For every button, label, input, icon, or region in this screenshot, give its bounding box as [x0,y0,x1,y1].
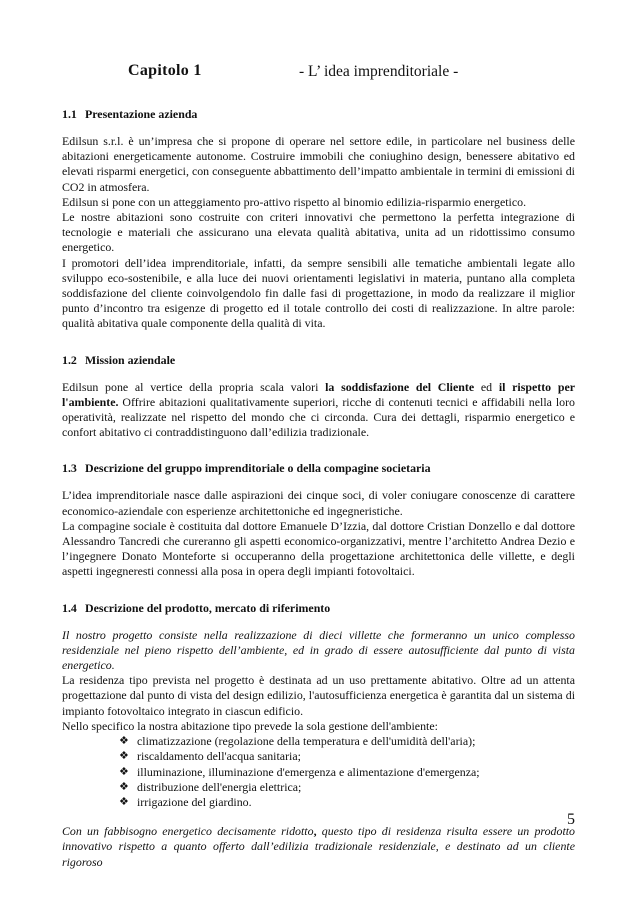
list-item: ❖ illuminazione, illuminazione d'emergenza e alimentazione d'emergenza; [119,764,480,779]
paragraph: Edilsun s.r.l. è un’impresa che si propone di operare nel settore edile, in particolare nel business delle abitazioni energeticamente autonome. Costruire immobili che coniughino design, benessere abitativo ed elevati risparmi energetici, con conseguente abbattimento dell’impatto ambientale in termini di emissioni di CO2 in atmosfera. [62,134,575,194]
page-header [62,62,575,84]
paragraph: L’idea imprenditoriale nasce dalle aspirazioni dei cinque soci, di voler coniugare conoscenze di carattere economico-aziendale con esperienze architettoniche ed ingegneristiche. [62,488,575,518]
diamond-bullet-icon: ❖ [119,750,129,763]
paragraph: Edilsun si pone con un atteggiamento pro-attivo rispetto al binomio edilizia-risparmio energetico. [62,194,527,209]
section-gruppo [62,461,575,579]
paragraph: La residenza tipo prevista nel progetto è destinata ad un uso prettamente abitativo. Oltre ad un attenta progettazione dal punto di vista del design edilizio, l'autosufficienza energetica è garantita dal un sistema di impianto fotovoltaico integrato in ciascun edificio. [62,673,575,718]
section-heading: 1.1 Presentazione azienda [62,107,198,121]
bullet-list [62,734,575,810]
section-heading: 1.3 Descrizione del gruppo imprenditoriale o della compagine societaria [62,461,431,476]
chapter-subtitle: - L’ idea imprenditoriale - [299,63,459,80]
page-number: 5 [567,811,575,828]
paragraph: I promotori dell’idea imprenditoriale, infatti, da sempre sensibili alle tematiche ambientali legate allo sviluppo eco-sostenibile, e alla luce dei nuovi orientamenti legislativi in materia, puntano alla completa soddisfazione del cliente coinvolgendolo fin dalle fasi di progettazione, in modo da realizzare il miglior punto d’incontro tra esigenze di progetto ed il totale controllo dei costi di realizzazione. In altre parole: qualità abitativa quale componente della qualità di vita. [62,255,575,331]
paragraph-closing: Con un fabbisogno energetico decisamente ridotto, questo tipo di residenza risulta essere un prodotto innovativo rispetto a quanto offerto dall’edilizia tradizionale residenziale, e destinato ad un cliente rigoroso [62,824,575,869]
document-body [62,107,575,870]
section-heading: 1.2 Mission aziendale [62,352,176,367]
section-heading: 1.4 Descrizione del prodotto, mercato di riferimento [62,600,331,615]
list-item: ❖ climatizzazione (regolazione della temperatura e dell'umidità dell'aria); [119,734,476,749]
diamond-bullet-icon: ❖ [119,735,129,748]
diamond-bullet-icon: ❖ [119,765,129,778]
section-prodotto [62,601,575,870]
diamond-bullet-icon: ❖ [119,780,129,793]
section-mission [62,353,575,441]
paragraph: La compagine sociale è costituita dal dottore Emanuele D’Izzia, dal dottore Cristian Donzello e dal dottore Alessandro Tancredi che cureranno gli aspetti economico-organizzativi, mentre l’architetto Andrea Dezio e l’ingegnere Donato Monteforte si occuperanno della progettazione architettonica delle villette, e degli aspetti ingegneresti connessi alla posa in opera degli impianti fotovoltaici. [62,518,575,579]
list-item: ❖ riscaldamento dell'acqua sanitaria; [119,749,301,764]
list-item: ❖ distribuzione dell'energia elettrica; [119,779,302,794]
paragraph-mission: Edilsun pone al vertice della propria scala valori la soddisfazione del Cliente ed il rispetto per l'ambiente. Offrire abitazioni qualitativamente superiori, ricche di contenuti tecnici e affidabili nella loro operatività, realizzate nel rispetto del mondo che ci circonda. Cura dei dettagli, risparmio energetico e confort abitativo ci contraddistinguono dall’edilizia tradizionale. [62,379,576,440]
list-item: ❖ irrigazione del giardino. [119,794,252,809]
paragraph-italic: Il nostro progetto consiste nella realizzazione di dieci villette che formeranno un unico complesso residenziale nel pieno rispetto dell’ambiente, ed in grado di essere autosufficiente dal punto di vista energetico. [62,627,575,673]
section-presentazione [62,107,575,332]
paragraph: Nello specifico la nostra abitazione tipo prevede la sola gestione dell'ambiente: [62,718,438,733]
diamond-bullet-icon: ❖ [119,795,129,808]
chapter-title: Capitolo 1 [128,62,202,79]
paragraph: Le nostre abitazioni sono costruite con criteri innovativi che permettono la perfetta integrazione di tecnologie e materiali che assicurano una elevata qualità abitativa, unita ad un ridottissimo consumo energetico. [62,210,575,255]
